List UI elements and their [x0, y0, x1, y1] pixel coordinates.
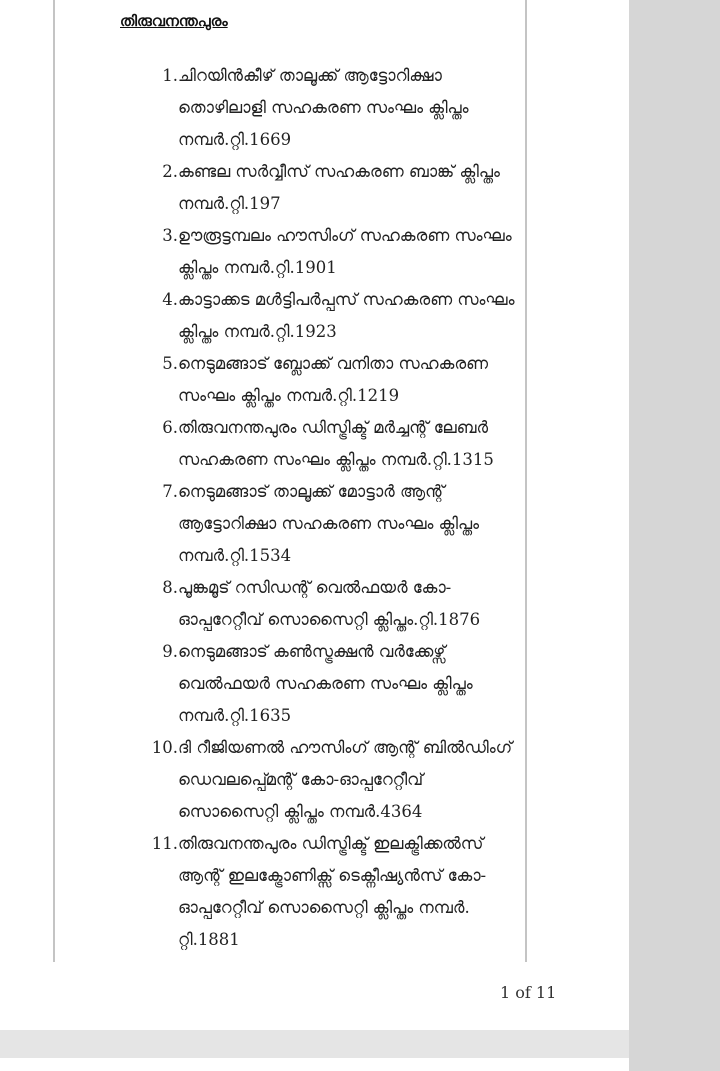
list-item-text: ചിറയിൻകീഴ് താലൂക്ക് ആട്ടോറിക്ഷാ തൊഴിലാളി സഹകരണ സംഘം ക്ലിപ്തം നമ്പർ.റ്റി.1669 — [178, 66, 469, 149]
list-item-number: 1. — [162, 66, 178, 85]
page-right-border — [525, 0, 527, 962]
next-page-edge — [0, 1058, 629, 1071]
list-item-text: നെടുമങ്ങാട് ബ്ലോക്ക് വനിതാ സഹകരണ സംഘം ക്ലിപ്തം നമ്പർ.റ്റി.1219 — [178, 354, 489, 405]
list-item-number: 3. — [162, 226, 178, 245]
list-item-text: കാട്ടാക്കട മൾട്ടിപർപ്പസ് സഹകരണ സംഘം ക്ലിപ്തം നമ്പർ.റ്റി.1923 — [178, 290, 515, 341]
list-item — [140, 412, 525, 476]
list-item-text: തിരുവനന്തപുരം ഡിസ്ട്രിക്ട് ഇലക്ട്രിക്കൽസ് ആന്റ് ഇലക്ട്രോണിക്സ് ടെക്നീഷ്യൻസ് കോ-ഓപ്പറേറ്റീവ് സൊസൈറ്റി ക്ലിപ്തം നമ്പർ. റ്റി.1881 — [178, 834, 487, 949]
page-indicator: 1 of 11 — [500, 983, 557, 1002]
society-list — [140, 60, 525, 956]
list-item — [140, 284, 525, 348]
list-item-text: ദി റീജിയണൽ ഹൗസിംഗ് ആന്റ് ബിൽഡിംഗ് ഡെവലപ്പ്മെന്റ് കോ-ഓപ്പറേറ്റീവ് സൊസൈറ്റി ക്ലിപ്തം നമ്പർ.4364 — [178, 738, 513, 821]
list-item — [140, 636, 525, 732]
list-item — [140, 156, 525, 220]
list-item — [140, 732, 525, 828]
list-item-number: 11. — [151, 834, 178, 853]
list-item-number: 4. — [162, 290, 178, 309]
list-item-number: 9. — [162, 642, 178, 661]
list-item — [140, 348, 525, 412]
list-item-text: ഊരൂട്ടമ്പലം ഹൗസിംഗ് സഹകരണ സംഘം ക്ലിപ്തം നമ്പർ.റ്റി.1901 — [178, 226, 512, 277]
list-item-text: തിരുവനന്തപുരം ഡിസ്ട്രിക്ട് മർച്ചന്റ് ലേബർ സഹകരണ സംഘം ക്ലിപ്തം നമ്പർ.റ്റി.1315 — [178, 418, 494, 469]
list-item — [140, 220, 525, 284]
list-item — [140, 60, 525, 156]
list-item — [140, 476, 525, 572]
list-item-text: നെടുമങ്ങാട് താലൂക്ക് മോട്ടാർ ആന്റ് ആട്ടോറിക്ഷാ സഹകരണ സംഘം ക്ലിപ്തം നമ്പർ.റ്റി.1534 — [178, 482, 479, 565]
list-item-number: 2. — [162, 162, 178, 181]
list-item-number: 6. — [162, 418, 178, 437]
list-item-text: നെടുമങ്ങാട് കൺസ്ട്രക്ഷൻ വർക്കേഴ്സ് വെൽഫയർ സഹകരണ സംഘം ക്ലിപ്തം നമ്പർ.റ്റി.1635 — [178, 642, 473, 725]
list-item-number: 10. — [151, 738, 178, 757]
list-item-text: കണ്ടല സർവ്വീസ് സഹകരണ ബാങ്ക് ക്ലിപ്തം നമ്പർ.റ്റി.197 — [178, 162, 500, 213]
viewer-side-panel — [629, 0, 720, 1071]
list-item — [140, 828, 525, 956]
page-gap — [0, 1030, 629, 1058]
list-item-number: 8. — [162, 578, 178, 597]
page-left-border — [53, 0, 55, 962]
list-item-number: 5. — [162, 354, 178, 373]
list-item-number: 7. — [162, 482, 178, 501]
list-item — [140, 572, 525, 636]
list-item-text: പൂങ്കമൂട് റസിഡന്റ് വെൽഫയർ കോ-ഓപ്പറേറ്റീവ് സൊസൈറ്റി ക്ലിപ്തം.റ്റി.1876 — [178, 578, 481, 629]
document-title: തിരുവനന്തപുരം — [120, 12, 228, 30]
